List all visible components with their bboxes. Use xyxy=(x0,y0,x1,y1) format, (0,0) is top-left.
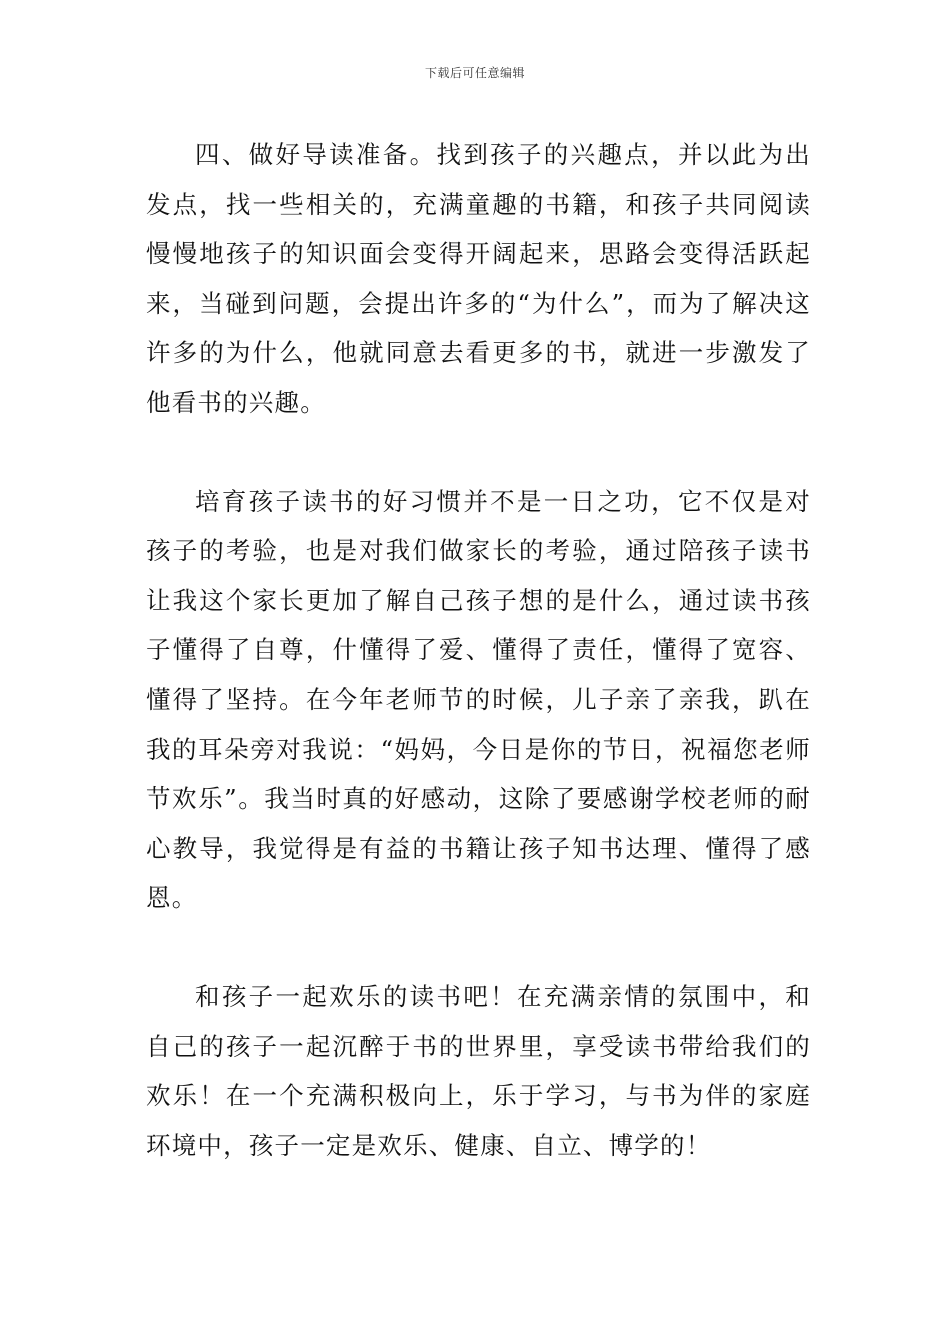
document-body xyxy=(146,130,811,1170)
paragraph-conclusion: 和孩子一起欢乐的读书吧！在充满亲情的氛围中，和自己的孩子一起沉醉于书的世界里，享受读书带给我们的欢乐！在一个充满积极向上，乐于学习，与书为伴的家庭环境中，孩子一定是欢乐、健康、自立、博学的！ xyxy=(146,981,811,1160)
paragraph-reading-guidance: 四、做好导读准备。找到孩子的兴趣点，并以此为出发点，找一些相关的，充满童趣的书籍，和孩子共同阅读慢慢地孩子的知识面会变得开阔起来，思路会变得活跃起来，当碰到问题，会提出许多的“为什么”，而为了解决这许多的为什么，他就同意去看更多的书，就进一步激发了他看书的兴趣。 xyxy=(146,140,811,417)
page-header: 下载后可任意编辑 xyxy=(424,66,525,80)
paragraph-reading-habit: 培育孩子读书的好习惯并不是一日之功，它不仅是对孩子的考验，也是对我们做家长的考验，通过陪孩子读书让我这个家长更加了解自己孩子想的是什么，通过读书孩子懂得了自尊，什懂得了爱、懂得了责任，懂得了宽容、懂得了坚持。在今年老师节的时候，儿子亲了亲我，趴在我的耳朵旁对我说：“妈妈，今日是你的节日，祝福您老师节欢乐”。我当时真的好感动，这除了要感谢学校老师的耐心教导，我觉得是有益的书籍让孩子知书达理、懂得了感恩。 xyxy=(146,486,811,913)
